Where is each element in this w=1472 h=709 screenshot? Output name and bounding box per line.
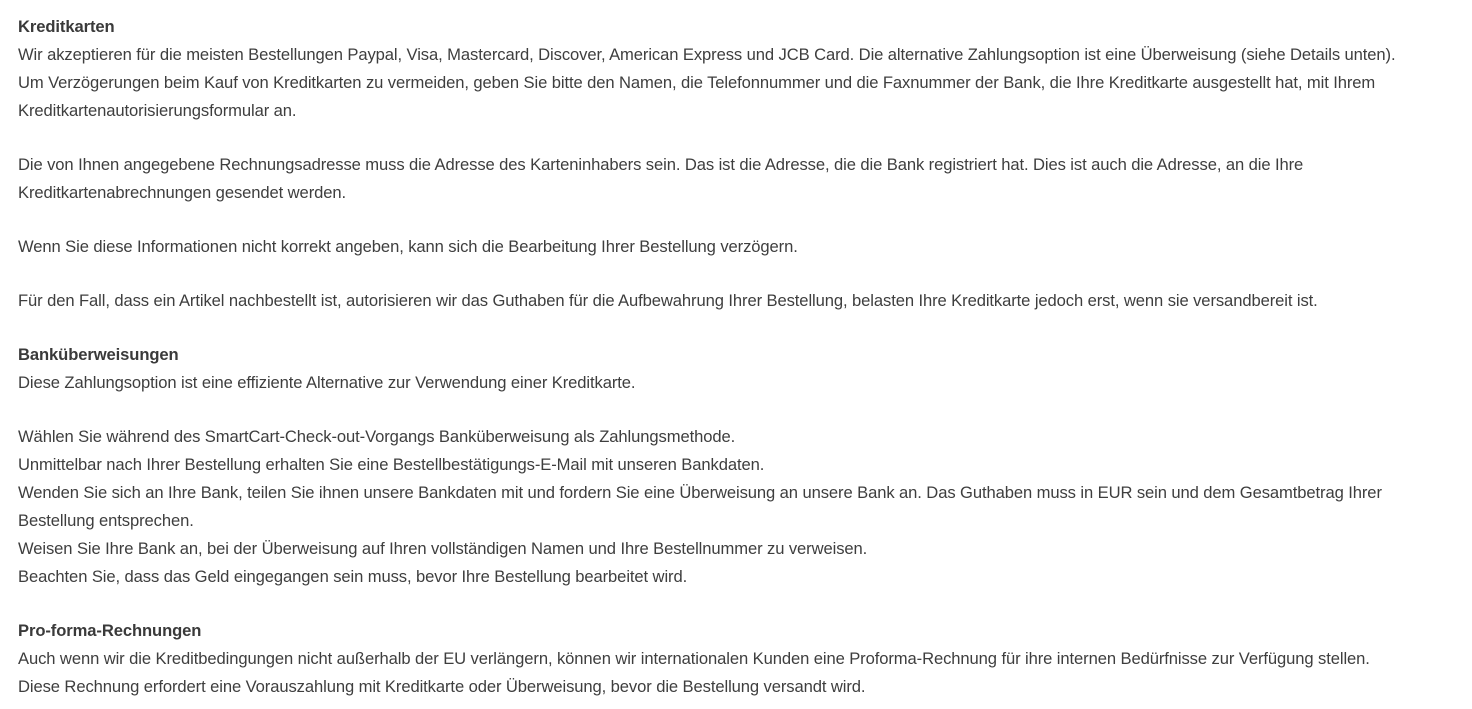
payment-info-content	[18, 13, 1458, 701]
credit-cards-section	[18, 13, 1458, 341]
bank-transfers-section	[18, 341, 1458, 617]
proforma-section	[18, 617, 1458, 701]
paragraph-gap	[18, 207, 1458, 233]
proforma-text-line: Auch wenn wir die Kreditbedingungen nicht außerhalb der EU verlängern, können wir internationalen Kunden eine Proforma-Rechnung für ihre internen Bedürfnisse zur Verfügung stellen.	[18, 649, 1370, 668]
bank-transfer-step-text: Wenden Sie sich an Ihre Bank, teilen Sie ihnen unsere Bankdaten mit und fordern Sie eine Überweisung an unsere Bank an. Das Guthaben muss in EUR sein und dem Gesamtbetrag Ihrer	[18, 483, 1382, 502]
bank-transfers-intro-text: Diese Zahlungsoption ist eine effiziente Alternative zur Verwendung einer Kreditkarte.	[18, 373, 636, 392]
credit-cards-text-line: Um Verzögerungen beim Kauf von Kreditkarten zu vermeiden, geben Sie bitte den Namen, die Telefonnummer und die Faxnummer der Bank, die Ihre Kreditkarte ausgestellt hat, mit Ihrem	[18, 73, 1376, 92]
credit-cards-heading: Kreditkarten	[18, 17, 115, 36]
paragraph-gap	[18, 315, 1458, 341]
billing-address-text-line: Die von Ihnen angegebene Rechnungsadresse muss die Adresse des Karteninhabers sein. Das ist die Adresse, die die Bank registriert hat. Dies ist auch die Adresse, an die Ihre	[18, 155, 1304, 174]
bank-transfer-step-text: Bestellung entsprechen.	[18, 511, 194, 530]
bank-transfer-step-text: Unmittelbar nach Ihrer Bestellung erhalten Sie eine Bestellbestätigungs-E-Mail mit unseren Bankdaten.	[18, 455, 765, 474]
proforma-text-line: Diese Rechnung erfordert eine Vorauszahlung mit Kreditkarte oder Überweisung, bevor die Bestellung versandt wird.	[18, 677, 866, 696]
paragraph-gap	[18, 261, 1458, 287]
paragraph-gap	[18, 397, 1458, 423]
credit-cards-text-line: Wir akzeptieren für die meisten Bestellungen Paypal, Visa, Mastercard, Discover, American Express und JCB Card. Die alternative Zahlungsoption ist eine Überweisung (siehe Details unten).	[18, 45, 1396, 64]
bank-transfers-heading: Banküberweisungen	[18, 345, 179, 364]
paragraph-gap	[18, 591, 1458, 617]
billing-address-text-line: Kreditkartenabrechnungen gesendet werden.	[18, 183, 347, 202]
backorder-text: Für den Fall, dass ein Artikel nachbestellt ist, autorisieren wir das Guthaben für die Aufbewahrung Ihrer Bestellung, belasten Ihre Kreditkarte jedoch erst, wenn sie versandbereit ist.	[18, 291, 1318, 310]
proforma-heading: Pro-forma-Rechnungen	[18, 621, 202, 640]
credit-cards-text-line: Kreditkartenautorisierungsformular an.	[18, 101, 297, 120]
bank-transfer-step-text: Wählen Sie während des SmartCart-Check-out-Vorgangs Banküberweisung als Zahlungsmethode.	[18, 427, 736, 446]
bank-transfer-step-text: Weisen Sie Ihre Bank an, bei der Überweisung auf Ihren vollständigen Namen und Ihre Bestellnummer zu verweisen.	[18, 539, 868, 558]
paragraph-gap	[18, 125, 1458, 151]
bank-transfer-step-text: Beachten Sie, dass das Geld eingegangen sein muss, bevor Ihre Bestellung bearbeitet wird.	[18, 567, 688, 586]
credit-cards-warning-text: Wenn Sie diese Informationen nicht korrekt angeben, kann sich die Bearbeitung Ihrer Bestellung verzögern.	[18, 237, 798, 256]
